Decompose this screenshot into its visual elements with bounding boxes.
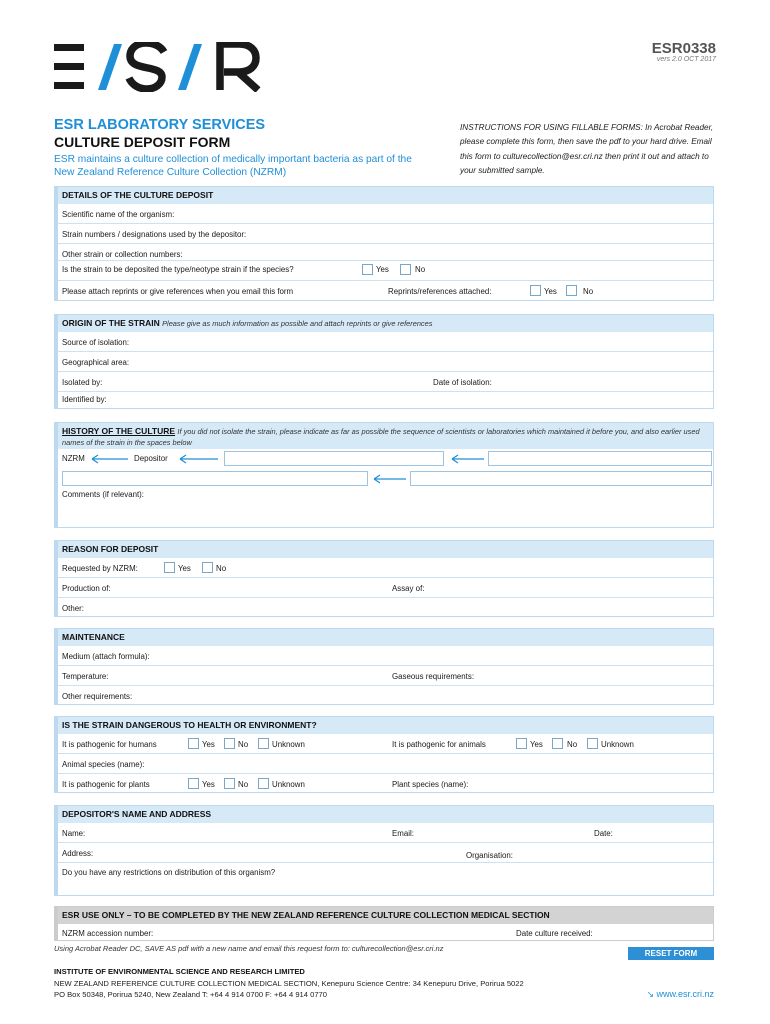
- field-label: It is pathogenic for plants: [62, 780, 150, 789]
- section-header: DEPOSITOR'S NAME AND ADDRESS: [58, 806, 713, 823]
- institute-name: INSTITUTE OF ENVIRONMENTAL SCIENCE AND RESEARCH LIMITED: [54, 967, 305, 976]
- details-section: [54, 186, 714, 301]
- section-header: [58, 315, 713, 332]
- field-label: Date:: [594, 829, 613, 838]
- requested-row: [58, 558, 713, 578]
- field-label: Plant species (name):: [392, 780, 469, 789]
- medium-row[interactable]: [58, 646, 713, 666]
- source-row[interactable]: [58, 332, 713, 352]
- section-header: DETAILS OF THE CULTURE DEPOSIT: [58, 187, 713, 204]
- section-note: Please give as much information as possible and attach reprints or give references: [162, 319, 433, 328]
- section-header: ESR USE ONLY – TO BE COMPLETED BY THE NEW ZEALAND REFERENCE CULTURE COLLECTION MEDICAL SECTION: [58, 907, 713, 924]
- plants-no-checkbox[interactable]: [224, 778, 235, 789]
- plants-yes-checkbox[interactable]: [188, 778, 199, 789]
- unknown-label: Unknown: [272, 740, 305, 749]
- arrow-icon: ↘: [646, 989, 657, 999]
- address-line-2: PO Box 50348, Porirua 5240, New Zealand T: +64 4 914 0700 F: +64 4 914 0770: [54, 990, 328, 999]
- arrow-left-icon: [372, 474, 408, 484]
- plants-row: [58, 774, 713, 794]
- no-label: No: [583, 287, 594, 296]
- field-label: Gaseous requirements:: [392, 672, 475, 681]
- danger-section: [54, 716, 714, 793]
- origin-section: [54, 314, 714, 409]
- production-row[interactable]: [58, 578, 713, 598]
- section-header: IS THE STRAIN DANGEROUS TO HEALTH OR ENVIRONMENT?: [58, 717, 713, 734]
- field-label: Reprints/references attached:: [388, 287, 492, 296]
- section-title: ORIGIN OF THE STRAIN: [62, 318, 160, 328]
- type-strain-yes-checkbox[interactable]: [362, 264, 373, 275]
- identified-row[interactable]: [58, 392, 713, 409]
- field-label: Other strain or collection numbers:: [62, 250, 183, 259]
- field-label: It is pathogenic for humans: [62, 740, 157, 749]
- nzrm-label: NZRM: [62, 454, 85, 463]
- humans-unknown-checkbox[interactable]: [258, 738, 269, 749]
- animals-unknown-checkbox[interactable]: [587, 738, 598, 749]
- reprints-row: [58, 281, 713, 301]
- save-note: Using Acrobat Reader DC, SAVE AS pdf with a new name and email this request form to: culturecollection@esr.cri.nz: [54, 944, 444, 953]
- esr-logo: [54, 42, 276, 92]
- field-label: Organisation:: [466, 851, 513, 860]
- animals-yes-checkbox[interactable]: [516, 738, 527, 749]
- geo-row[interactable]: [58, 352, 713, 372]
- field-label: Medium (attach formula):: [62, 652, 150, 661]
- field-label: Strain numbers / designations used by the depositor:: [62, 230, 247, 239]
- name-row[interactable]: [58, 823, 713, 843]
- strain-numbers-row[interactable]: [58, 224, 713, 244]
- field-label: NZRM accession number:: [62, 929, 154, 938]
- field-label: Please attach reprints or give references when you email this form: [62, 287, 294, 296]
- arrow-left-icon: [90, 454, 130, 464]
- no-label: No: [567, 740, 578, 749]
- reprints-yes-checkbox[interactable]: [530, 285, 541, 296]
- depositor-label: Depositor: [134, 454, 168, 463]
- section-note: If you did not isolate the strain, please indicate as far as possible the sequence of scientists or laboratories which maintained it before you, and also earlier used names of the strain in the spaces below: [62, 427, 700, 447]
- field-label: Name:: [62, 829, 86, 838]
- field-label: Other requirements:: [62, 692, 133, 701]
- humans-yes-checkbox[interactable]: [188, 738, 199, 749]
- form-version: vers 2.0 OCT 2017: [656, 56, 716, 63]
- yes-label: Yes: [202, 780, 215, 789]
- field-label: Identified by:: [62, 395, 107, 404]
- reason-section: [54, 540, 714, 617]
- unknown-label: Unknown: [601, 740, 634, 749]
- section-title: HISTORY OF THE CULTURE: [62, 426, 176, 436]
- no-label: No: [238, 780, 249, 789]
- reprints-no-checkbox[interactable]: [566, 285, 577, 296]
- history-section: [54, 422, 714, 528]
- field-label: Address:: [62, 849, 94, 858]
- humans-no-checkbox[interactable]: [224, 738, 235, 749]
- field-label: Temperature:: [62, 672, 109, 681]
- yes-label: Yes: [544, 287, 557, 296]
- field-label: Animal species (name):: [62, 760, 145, 769]
- form-code: ESR0338: [651, 40, 716, 57]
- intro-text: ESR maintains a culture collection of medically important bacteria as part of the New Zealand Reference Culture Collection (NZRM): [54, 154, 412, 178]
- esr-use-section: [54, 906, 714, 941]
- no-label: No: [415, 265, 426, 274]
- form-title: CULTURE DEPOSIT FORM: [54, 134, 231, 150]
- animals-no-checkbox[interactable]: [552, 738, 563, 749]
- section-header: MAINTENANCE: [58, 629, 713, 646]
- yes-label: Yes: [530, 740, 543, 749]
- other-req-row[interactable]: [58, 686, 713, 706]
- depositor-section: [54, 805, 714, 896]
- animal-species-row[interactable]: [58, 754, 713, 774]
- website-text: www.esr.cri.nz: [656, 989, 714, 999]
- address-row[interactable]: [58, 843, 713, 863]
- field-label: Requested by NZRM:: [62, 564, 138, 573]
- field-label: Isolated by:: [62, 378, 103, 387]
- field-label: Date culture received:: [516, 929, 593, 938]
- humans-animals-row: [58, 734, 713, 754]
- no-label: No: [238, 740, 249, 749]
- yes-label: Yes: [178, 564, 191, 573]
- field-label: Production of:: [62, 584, 111, 593]
- address-line-1: NEW ZEALAND REFERENCE CULTURE COLLECTION MEDICAL SECTION, Kenepuru Science Centre: 34 Kenepuru Drive, Porirua 5022: [54, 979, 524, 988]
- field-label: Assay of:: [392, 584, 425, 593]
- isolated-row[interactable]: [58, 372, 713, 392]
- arrow-left-icon: [178, 454, 220, 464]
- other-strain-row[interactable]: [58, 244, 713, 261]
- website-link[interactable]: [646, 989, 714, 1000]
- yes-label: Yes: [202, 740, 215, 749]
- yes-label: Yes: [376, 265, 389, 274]
- unknown-label: Unknown: [272, 780, 305, 789]
- field-label: Do you have any restrictions on distribution of this organism?: [62, 868, 276, 877]
- history-field-4[interactable]: [410, 471, 712, 486]
- history-field-3[interactable]: [62, 471, 368, 486]
- arrow-left-icon: [450, 454, 486, 464]
- maintenance-section: [54, 628, 714, 705]
- section-header: [58, 423, 713, 449]
- requested-yes-checkbox[interactable]: [164, 562, 175, 573]
- field-label: Scientific name of the organism:: [62, 210, 175, 219]
- other-row[interactable]: [58, 598, 713, 618]
- temperature-row[interactable]: [58, 666, 713, 686]
- type-strain-no-checkbox[interactable]: [400, 264, 411, 275]
- field-label: Is the strain to be deposited the type/neotype strain if the species?: [62, 265, 294, 274]
- section-header: REASON FOR DEPOSIT: [58, 541, 713, 558]
- scientific-name-row[interactable]: [58, 204, 713, 224]
- restrictions-row[interactable]: [58, 863, 713, 896]
- lab-title: ESR LABORATORY SERVICES: [54, 117, 266, 133]
- field-label: It is pathogenic for animals: [392, 740, 486, 749]
- comments-label: Comments (if relevant):: [62, 490, 144, 499]
- no-label: No: [216, 564, 227, 573]
- field-label: Other:: [62, 604, 84, 613]
- type-strain-row: [58, 261, 713, 281]
- history-field-2[interactable]: [488, 451, 712, 466]
- history-field-1[interactable]: [224, 451, 444, 466]
- field-label: Geographical area:: [62, 358, 130, 367]
- field-label: Email:: [392, 829, 414, 838]
- accession-row[interactable]: [58, 924, 713, 941]
- fillable-instructions: INSTRUCTIONS FOR USING FILLABLE FORMS: In Acrobat Reader, please complete this form, then save the pdf to your hard drive. Email this form to culturecollection@esr.cri.nz then print it out and attach to your submitted sample.: [460, 123, 714, 176]
- requested-no-checkbox[interactable]: [202, 562, 213, 573]
- plants-unknown-checkbox[interactable]: [258, 778, 269, 789]
- field-label: Source of isolation:: [62, 338, 130, 347]
- reset-form-button[interactable]: RESET FORM: [628, 947, 714, 960]
- field-label: Date of isolation:: [433, 378, 492, 387]
